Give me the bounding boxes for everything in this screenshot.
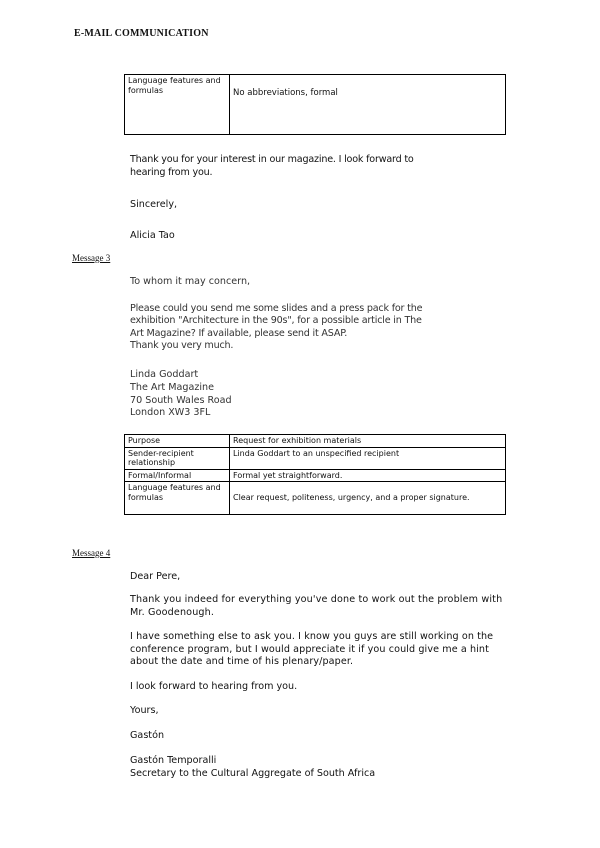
message4-label: Message 4 — [72, 548, 111, 558]
message4-paragraph-2: I have something else to ask you. I know you guys are still working on the conference program, but I would appreciate it if you could give me a hint about the date and time of his plenary/paper. — [130, 631, 494, 667]
table-row-value: Linda Goddart to an unspecified recipient — [230, 447, 506, 469]
table-row — [125, 482, 506, 515]
table-row-label: Language features and formulas — [125, 482, 230, 515]
table-row-value-text: No abbreviations, formal — [233, 88, 338, 98]
table-row — [125, 75, 506, 135]
message3-greeting: To whom it may concern, — [130, 276, 251, 287]
table-row-label: Purpose — [125, 435, 230, 448]
document-header-title: E-MAIL COMMUNICATION — [74, 28, 209, 39]
table-row-value: Request for exhibition materials — [230, 435, 506, 448]
message2-closing-paragraph: Thank you for your interest in our magazine. I look forward to hearing from you. — [130, 154, 414, 178]
table-row-label: Formal/Informal — [125, 469, 230, 482]
table-row-value — [230, 75, 506, 135]
table-row — [125, 435, 506, 448]
table-row — [125, 469, 506, 482]
table-row-value: Formal yet straightforward. — [230, 469, 506, 482]
message4-paragraph-1: Thank you indeed for everything you've done to work out the problem with Mr. Goodenough. — [130, 594, 503, 618]
message2-signature: Alicia Tao — [130, 230, 175, 241]
message4-paragraph-3: I look forward to hearing from you. — [130, 681, 298, 692]
message2-signoff: Sincerely, — [130, 199, 178, 210]
message3-body: Please could you send me some slides and a press pack for the exhibition "Architecture in the 90s", for a possible article in The Art Magazine? If available, please send it ASAP. Thank you very much. — [130, 303, 423, 351]
table-row-label: Sender-recipient relationship — [125, 447, 230, 469]
table-row — [125, 447, 506, 469]
table-row-value-text: Clear request, politeness, urgency, and a proper signature. — [233, 493, 470, 503]
message3-label: Message 3 — [72, 253, 111, 263]
message4-signoff: Yours, — [130, 705, 159, 716]
message4-name: Gastón — [130, 730, 165, 741]
table-row-label: Language features and formulas — [125, 75, 230, 135]
table-row-value — [230, 482, 506, 515]
message3-signature: Linda Goddart The Art Magazine 70 South Wales Road London XW3 3FL — [130, 369, 232, 419]
message2-analysis-table — [124, 74, 506, 135]
message4-greeting: Dear Pere, — [130, 571, 181, 582]
message3-analysis-table — [124, 434, 506, 515]
message4-signature: Gastón Temporalli Secretary to the Cultural Aggregate of South Africa — [130, 755, 376, 779]
